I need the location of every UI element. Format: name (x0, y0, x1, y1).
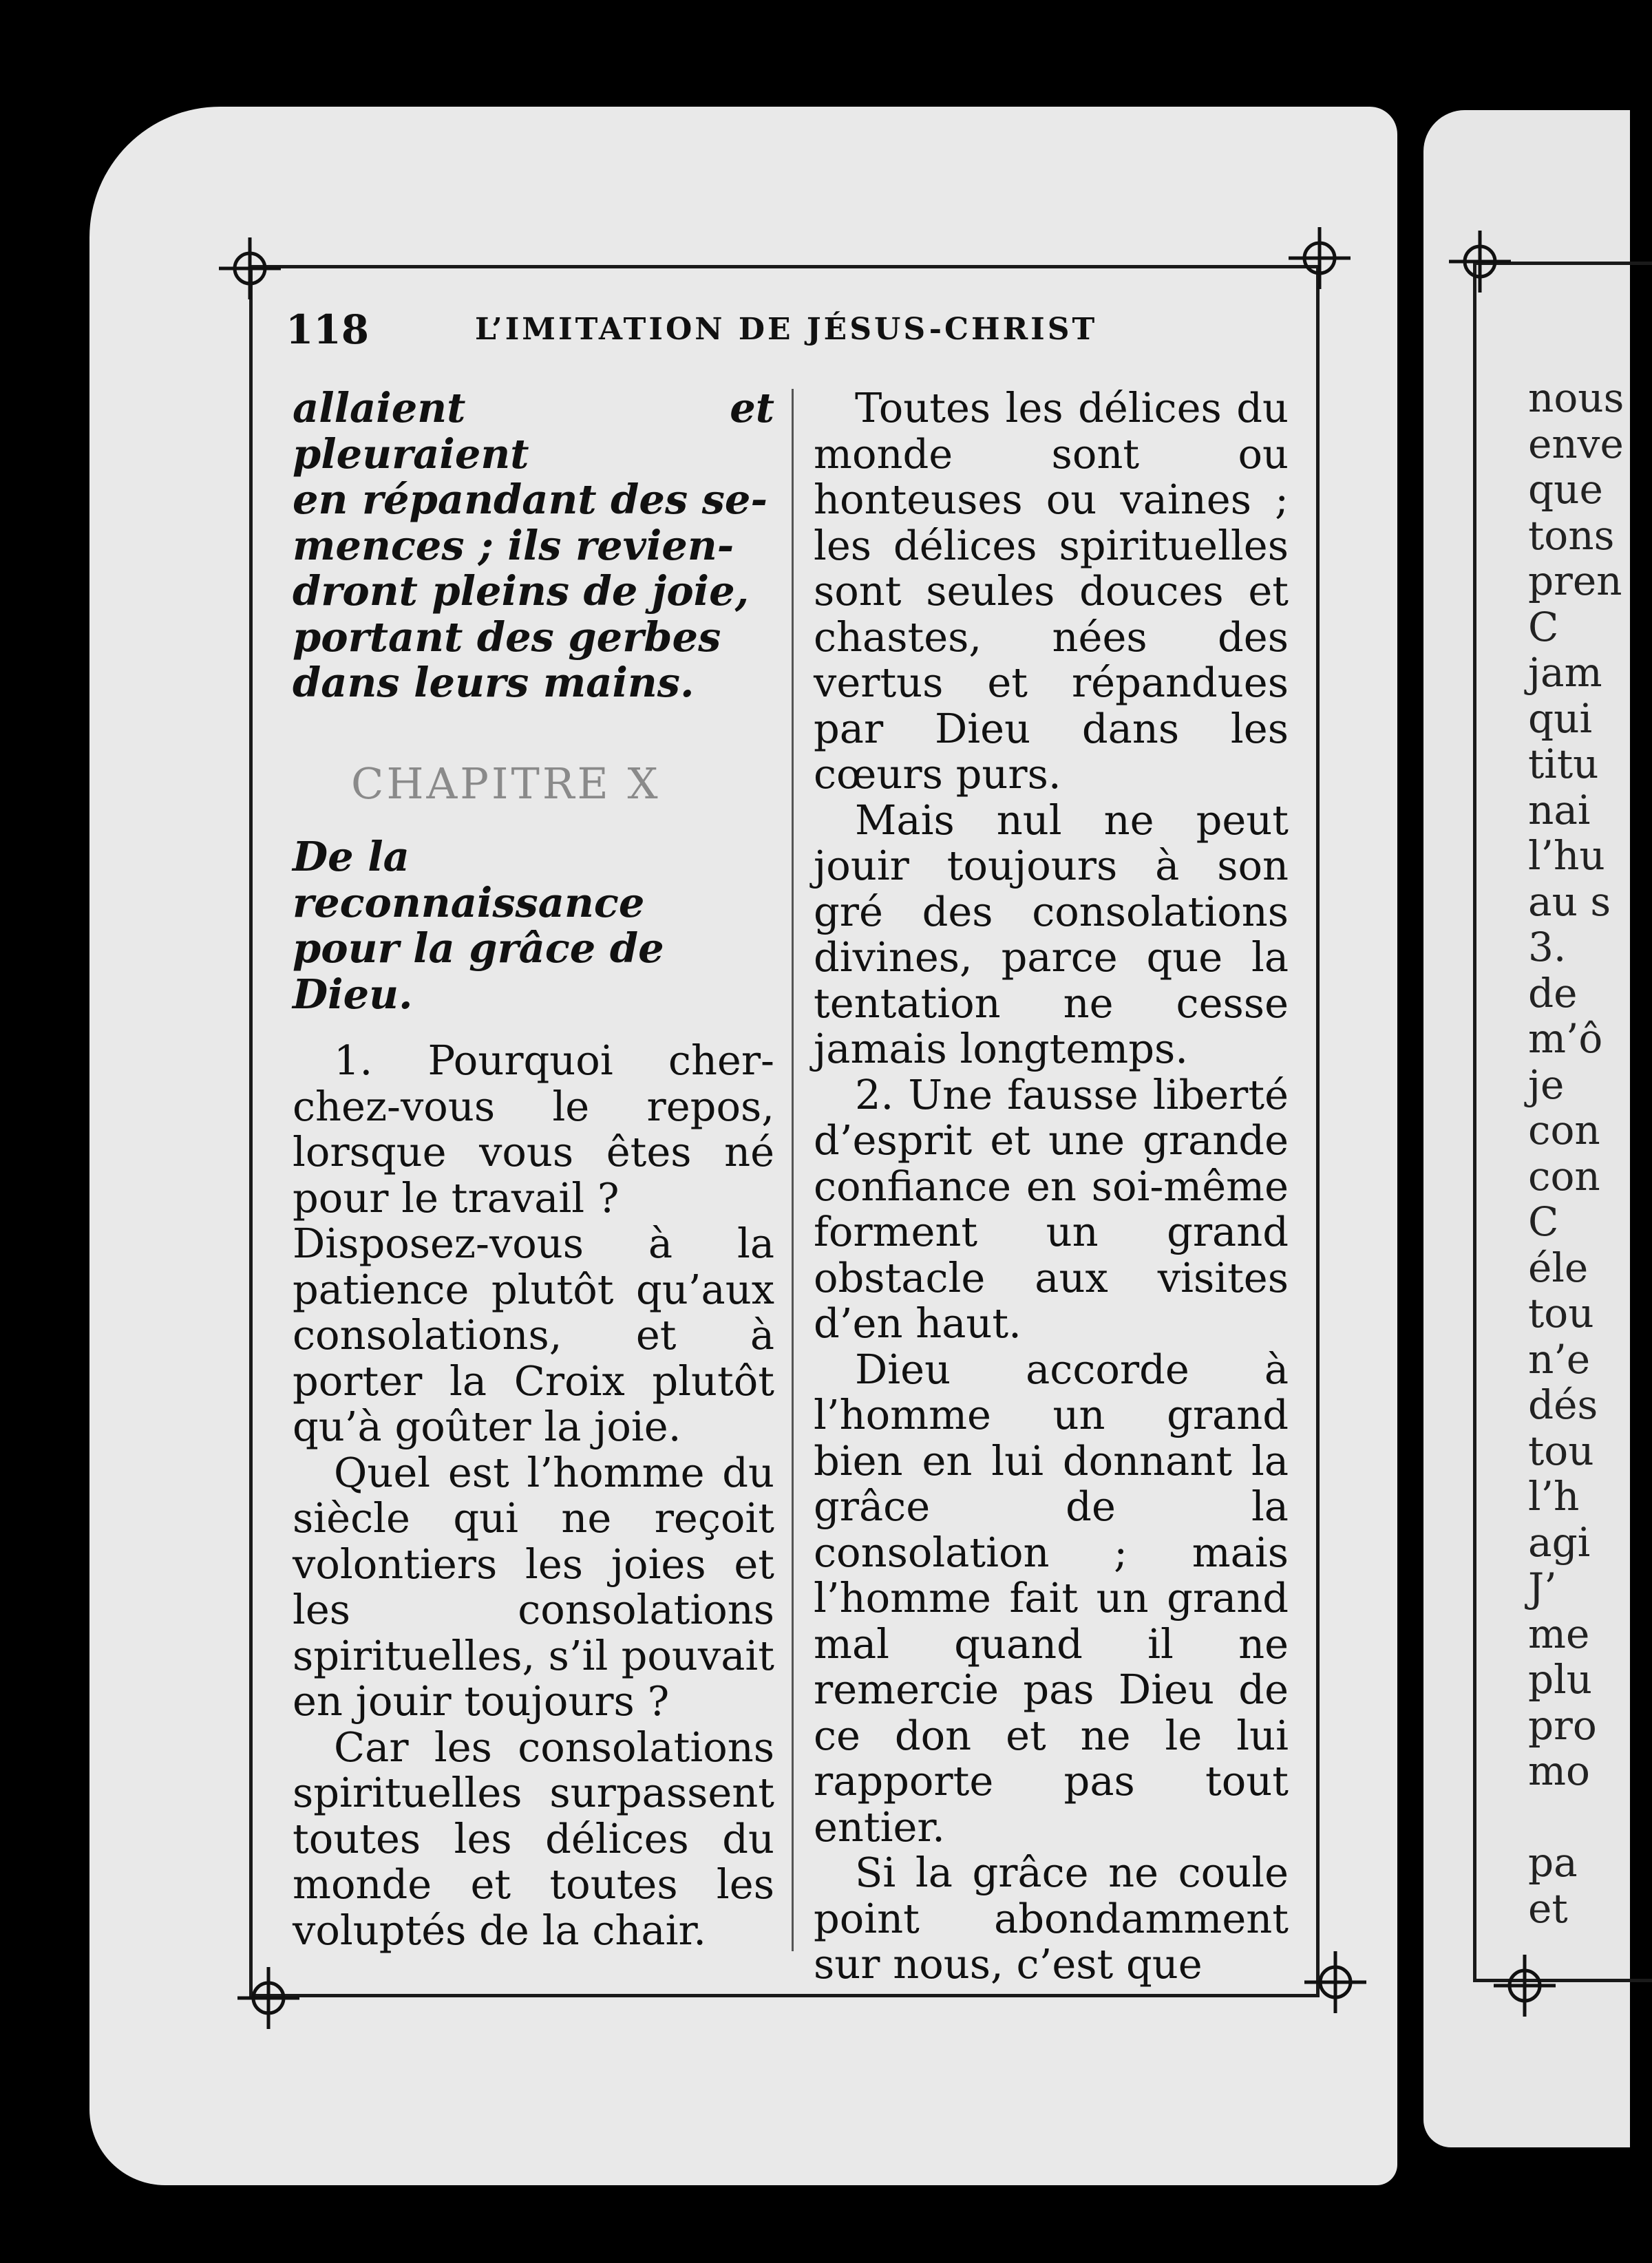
next-page-fragment-line: qui (1528, 694, 1593, 742)
paragraph: Toutes les délices du monde sont ou honteuses ou vaines ; les délices spirituelles sont seules douces et chastes, nées des vertus et répandues par Dieu dans les cœurs purs. (814, 384, 1289, 798)
paragraph: 2. Une fausse liberté d’esprit et une grande confiance en soi-même forment un grand obstacle aux visites d’en haut. (814, 1070, 1289, 1347)
paragraph: Dieu accorde à l’homme un grand bien en lui donnant la grâce de la consolation ; mais l’homme fait un grand mal quand il ne remercie pas Dieu de ce don et ne le lui rapporte pas tout entier. (814, 1345, 1289, 1851)
next-page-fragment-line: pa (1528, 1839, 1578, 1886)
corner-ornament-icon (1494, 1955, 1556, 2017)
corner-ornament-icon (219, 237, 281, 299)
corner-ornament-icon (1289, 227, 1351, 289)
next-page-fragment (1528, 374, 1624, 1932)
next-page-fragment-line: titu (1528, 741, 1599, 787)
next-page-fragment-line: pren (1528, 557, 1622, 604)
next-page-fragment-line: agi (1528, 1518, 1591, 1566)
paragraph: 1. Pourquoi cher-chez-vous le repos, lorsque vous êtes né pour le travail ? (293, 1037, 774, 1222)
next-page-fragment-line: je (1528, 1061, 1565, 1108)
page-number: 118 (286, 306, 370, 353)
left-column (293, 385, 774, 1953)
next-page-fragment-line (1528, 1794, 1611, 1840)
next-page-fragment-line: tou (1528, 1427, 1594, 1474)
next-page-fragment-line: plu (1528, 1656, 1593, 1703)
next-page-fragment-line: et (1528, 1884, 1568, 1932)
running-title: L’IMITATION DE JÉSUS-CHRIST (475, 312, 1098, 347)
chapter-title: De la reconnaissance pour la grâce de Dieu. (293, 833, 664, 1018)
next-page-fragment-line: J’ (1528, 1564, 1557, 1611)
next-page-fragment-line: con (1528, 1107, 1600, 1154)
next-page-fragment-line: me (1528, 1610, 1590, 1657)
right-column (814, 385, 1289, 1988)
next-page-fragment-line: m’ô (1528, 1015, 1603, 1062)
corner-ornament-icon (1304, 1951, 1366, 2013)
corner-ornament-icon (237, 1967, 299, 2029)
next-page-fragment-line: de (1528, 969, 1578, 1017)
next-page-fragment-line: 3. (1528, 924, 1567, 970)
next-page-fragment-line: nous (1528, 374, 1624, 421)
paragraph: Mais nul ne peut jouir toujours à son gré des consolations divines, parce que la tentation ne cesse jamais longtemps. (814, 796, 1289, 1072)
column-divider (792, 389, 794, 1951)
scripture-verse: allaient et pleuraient en répandant des se- mences ; ils revien- dront pleins de joie, portant des gerbes dans leurs mains. (293, 384, 774, 706)
paragraph: Car les consolations spirituelles surpassent toutes les délices du monde et toutes les voluptés de la chair. (293, 1723, 774, 1954)
next-page-fragment-line: C (1528, 603, 1559, 650)
paragraph: Quel est l’homme du siècle qui ne reçoit volontiers les joies et les consolations spirituelles, s’il pouvait en jouir toujours ? (293, 1448, 774, 1725)
next-page-fragment-line: tou (1528, 1290, 1594, 1337)
next-page-fragment-line: au s (1528, 878, 1611, 925)
chapter-heading: CHAPITRE X (351, 758, 661, 809)
paragraph: Disposez-vous à la patience plutôt qu’aux consolations, et à porter la Croix plutôt qu’à goûter la joie. (293, 1220, 774, 1450)
corner-ornament-icon (1449, 231, 1511, 293)
next-page-fragment-line: con (1528, 1152, 1600, 1200)
next-page-fragment-line: n’e (1528, 1335, 1591, 1383)
next-page-fragment-line: enve (1528, 420, 1624, 467)
page-header (286, 306, 1284, 361)
next-page-fragment-line: tons (1528, 511, 1615, 559)
next-page-fragment-line: que (1528, 466, 1603, 513)
next-page-fragment-line: nai (1528, 786, 1591, 833)
next-page-fragment-line: mo (1528, 1747, 1590, 1794)
next-page-fragment-line: éle (1528, 1244, 1589, 1291)
next-page-fragment-line: l’hu (1528, 832, 1605, 879)
next-page-fragment-line: dés (1528, 1381, 1598, 1428)
next-page-fragment-line: pro (1528, 1701, 1597, 1749)
next-page-fragment-line: l’h (1528, 1473, 1580, 1520)
next-page-fragment-line: C (1528, 1198, 1559, 1245)
next-page-fragment-line: jam (1528, 649, 1602, 696)
paragraph: Si la grâce ne coule point abondamment sur nous, c’est que (814, 1849, 1289, 1988)
